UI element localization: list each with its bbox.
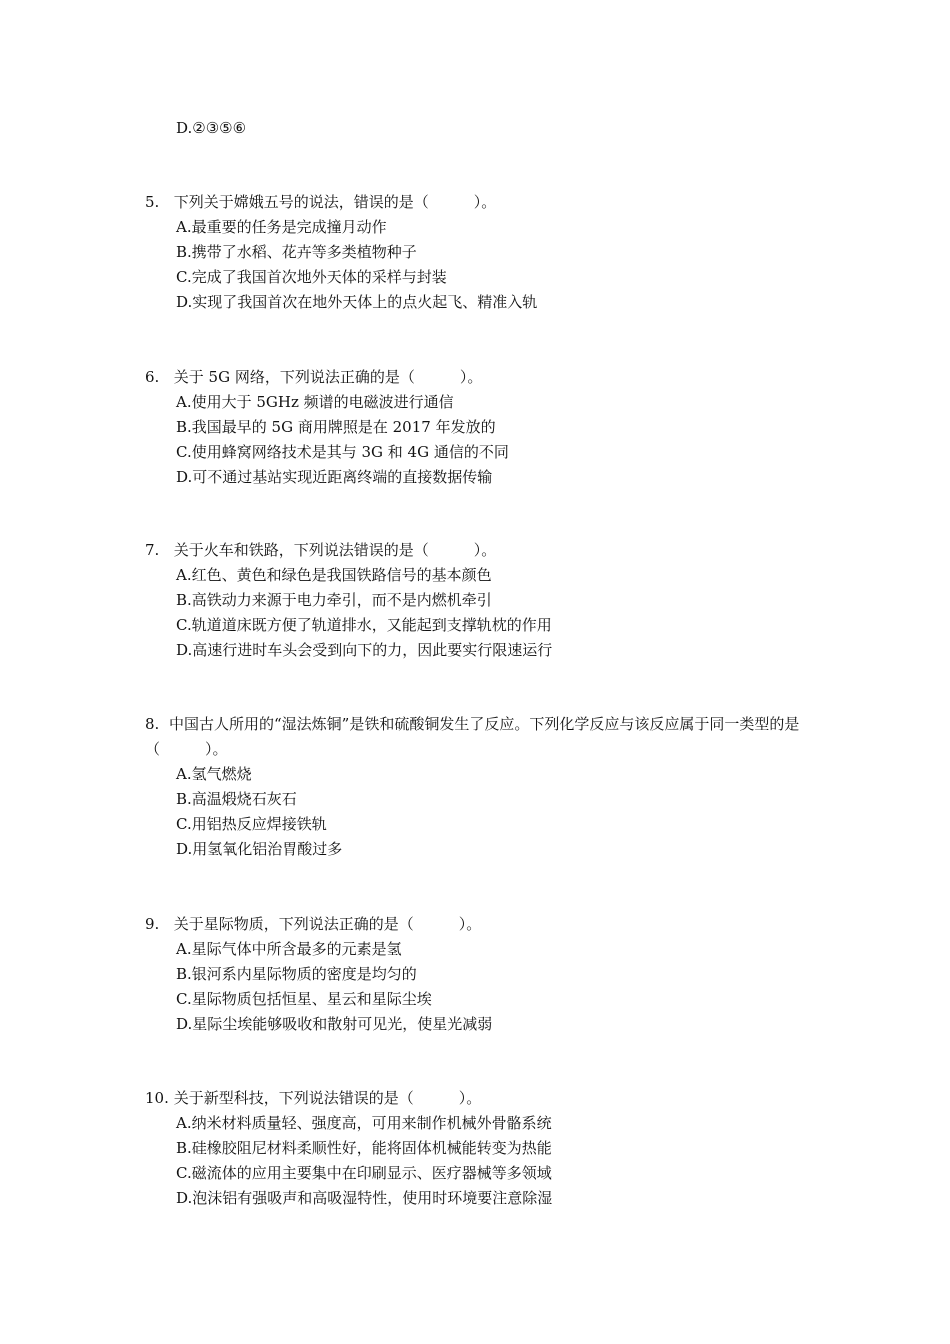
option-a: A.氢气燃烧 xyxy=(176,765,252,783)
option-c: C.轨道道床既方便了轨道排水，又能起到支撑轨枕的作用 xyxy=(176,616,552,634)
option-a: A.星际气体中所含最多的元素是氢 xyxy=(176,940,402,958)
option-d: D.用氢氧化铝治胃酸过多 xyxy=(176,840,343,858)
question-number: 9. xyxy=(145,915,160,933)
option-b: B.银河系内星际物质的密度是均匀的 xyxy=(176,965,417,983)
option-c: C.磁流体的应用主要集中在印刷显示、医疗器械等多领域 xyxy=(176,1164,552,1182)
question-stem xyxy=(145,912,825,937)
question-number: 10. xyxy=(145,1089,169,1107)
question-9 xyxy=(145,912,825,1037)
question-text: 中国古人所用的“湿法炼铜”是铁和硫酸铜发生了反应。下列化学反应与该反应属于同一类型的是（ ）。 xyxy=(145,715,800,758)
option-b: B.高温煅烧石灰石 xyxy=(176,790,297,808)
option-a: A.最重要的任务是完成撞月动作 xyxy=(176,218,387,236)
question-10 xyxy=(145,1086,825,1211)
question-8 xyxy=(145,712,825,862)
question-7 xyxy=(145,538,825,663)
question-text: 关于新型科技，下列说法错误的是（ ）。 xyxy=(173,1089,482,1107)
question-5 xyxy=(145,190,825,315)
option-d: D.高速行进时车头会受到向下的力，因此要实行限速运行 xyxy=(176,641,553,659)
question-number: 8. xyxy=(145,715,160,733)
option-c: C.完成了我国首次地外天体的采样与封装 xyxy=(176,268,447,286)
question-text: 下列关于嫦娥五号的说法，错误的是（ ）。 xyxy=(173,193,497,211)
question-stem xyxy=(145,712,825,762)
option-c: C.星际物质包括恒星、星云和星际尘埃 xyxy=(176,990,432,1008)
question-text: 关于星际物质，下列说法正确的是（ ）。 xyxy=(173,915,482,933)
question-number: 6. xyxy=(145,368,160,386)
option-d: D.可不通过基站实现近距离终端的直接数据传输 xyxy=(176,468,493,486)
question-number: 7. xyxy=(145,541,160,559)
question-number: 5. xyxy=(145,193,160,211)
option-b: B.携带了水稻、花卉等多类植物种子 xyxy=(176,243,417,261)
question-text: 关于 5G 网络，下列说法正确的是（ ）。 xyxy=(173,368,483,386)
option-c: C.使用蜂窝网络技术是其与 3G 和 4G 通信的不同 xyxy=(176,443,509,461)
previous-question-option-d: D.②③⑤⑥ xyxy=(176,119,247,137)
option-a: A.红色、黄色和绿色是我国铁路信号的基本颜色 xyxy=(176,566,492,584)
question-text: 关于火车和铁路，下列说法错误的是（ ）。 xyxy=(173,541,497,559)
option-b: B.高铁动力来源于电力牵引，而不是内燃机牵引 xyxy=(176,591,492,609)
question-6 xyxy=(145,365,825,490)
question-stem xyxy=(145,1086,825,1111)
option-b: B.我国最早的 5G 商用牌照是在 2017 年发放的 xyxy=(176,418,496,436)
option-d: D.泡沫铝有强吸声和高吸湿特性，使用时环境要注意除湿 xyxy=(176,1189,553,1207)
option-d: D.实现了我国首次在地外天体上的点火起飞、精准入轨 xyxy=(176,293,538,311)
question-stem xyxy=(145,365,825,390)
option-c: C.用铝热反应焊接铁轨 xyxy=(176,815,327,833)
question-stem xyxy=(145,538,825,563)
option-a: A.使用大于 5GHz 频谱的电磁波进行通信 xyxy=(176,393,454,411)
option-a: A.纳米材料质量轻、强度高，可用来制作机械外骨骼系统 xyxy=(176,1114,552,1132)
option-b: B.硅橡胶阻尼材料柔顺性好，能将固体机械能转变为热能 xyxy=(176,1139,552,1157)
option-d: D.星际尘埃能够吸收和散射可见光，使星光减弱 xyxy=(176,1015,493,1033)
question-stem xyxy=(145,190,825,215)
